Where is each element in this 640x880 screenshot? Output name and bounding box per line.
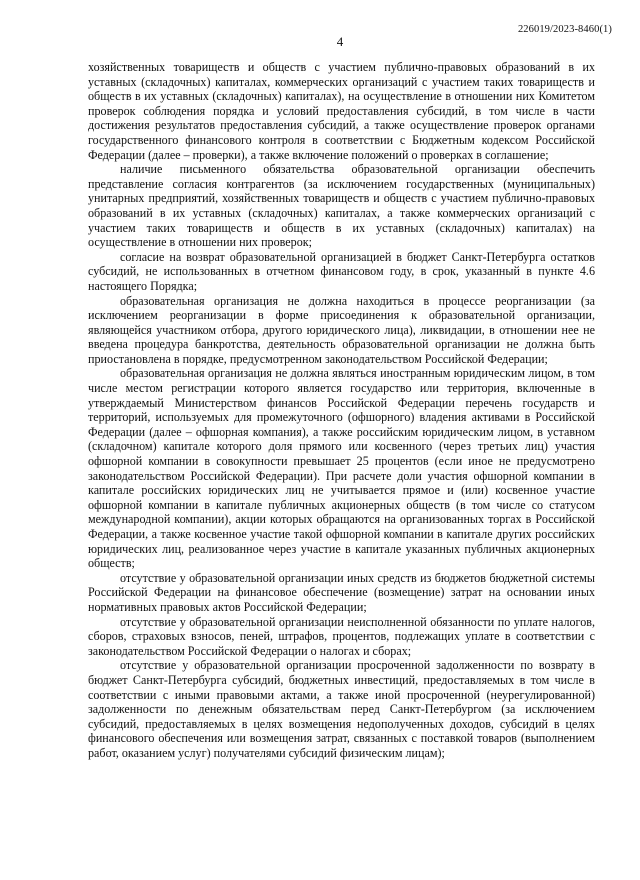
page-number: 4 (336, 34, 344, 49)
document-body (88, 60, 595, 761)
paragraph: образовательная организация не должна находиться в процессе реорганизации (за исключением реорганизации в форме присоединения к образовательной организации, являющейся участником отбора, другого юридического лица), ликвидации, в отношении нее не введена процедура банкротства, деятельность образовательной организации не должна быть приостановлена в порядке, предусмотренном законодательством Российской Федерации; (88, 293, 595, 366)
paragraph-continuation: хозяйственных товариществ и обществ с участием публично-правовых образований в их уставных (складочных) капиталах, коммерческих организаций с участием таких товариществ и обществ в их уставных (складочных) капиталах), на осуществление в отношении них Комитетом проверок соблюдения порядка и условий предоставления субсидий, в том числе в части достижения результатов предоставления субсидий, а также осуществление проверок органами государственного финансового контроля в соответствии с Бюджетным кодексом Российской Федерации (далее – проверки), а также включение положений о проверках в соглашение; (88, 60, 595, 162)
paragraph: отсутствие у образовательной организации неисполненной обязанности по уплате налогов, сборов, страховых взносов, пеней, штрафов, процентов, подлежащих уплате в соответствии с законодательством Российской Федерации о налогах и сборах; (88, 614, 595, 658)
document-registration-number: 226019/2023-8460(1) (517, 24, 612, 35)
paragraph: наличие письменного обязательства образовательной организации обеспечить представление согласия контрагентов (за исключением государственных (муниципальных) унитарных предприятий, хозяйственных товариществ и обществ с участием публично-правовых образований в их уставных (складочных) капиталах, а также коммерческих организаций с участием таких товариществ и обществ в их уставных (складочных) капиталах) на осуществление в отношении них проверок; (88, 162, 595, 250)
paragraph: согласие на возврат образовательной организацией в бюджет Санкт-Петербурга остатков субсидий, не использованных в отчетном финансовом году, в срок, указанный в пункте 4.6 настоящего Порядка; (88, 249, 595, 293)
paragraph: образовательная организация не должна являться иностранным юридическим лицом, в том числе местом регистрации которого является государство или территория, включенные в утверждаемый Министерством финансов Российской Федерации перечень государств и территорий, используемых для промежуточного (офшорного) владения активами в Российской Федерации (далее – офшорная компания), а также российским юридическим лицом, в уставном (складочном) капитале которого доля прямого или косвенного (через третьих лиц) участия офшорной компании в совокупности превышает 25 процентов (если иное не предусмотрено законодательством Российской Федерации). При расчете доли участия офшорной компании в капитале российских юридических лиц не учитывается прямое и (или) косвенное участие офшорной компании в капитале публичных акционерных обществ (в том числе со статусом международной компании), акции которых обращаются на организованных торгах в Российской Федерации, а также косвенное участие такой офшорной компании в капитале других российских юридических лиц, реализованное через участие в капитале указанных публичных акционерных обществ; (88, 366, 595, 571)
paragraph: отсутствие у образовательной организации просроченной задолженности по возврату в бюджет Санкт-Петербурга субсидий, бюджетных инвестиций, предоставляемых в том числе в соответствии с иными правовыми актами, а также иной просроченной (неурегулированной) задолженности по денежным обязательствам перед Санкт-Петербургом (за исключением субсидий, предоставляемых в целях возмещения недополученных доходов, субсидий в целях финансового обеспечения или возмещения затрат, связанных с поставкой товаров (выполнением работ, оказанием услуг) получателями субсидий физическим лицам); (88, 658, 595, 760)
paragraph: отсутствие у образовательной организации иных средств из бюджетов бюджетной системы Российской Федерации на финансовое обеспечение (возмещение) затрат на основании иных нормативных правовых актов Российской Федерации; (88, 570, 595, 614)
